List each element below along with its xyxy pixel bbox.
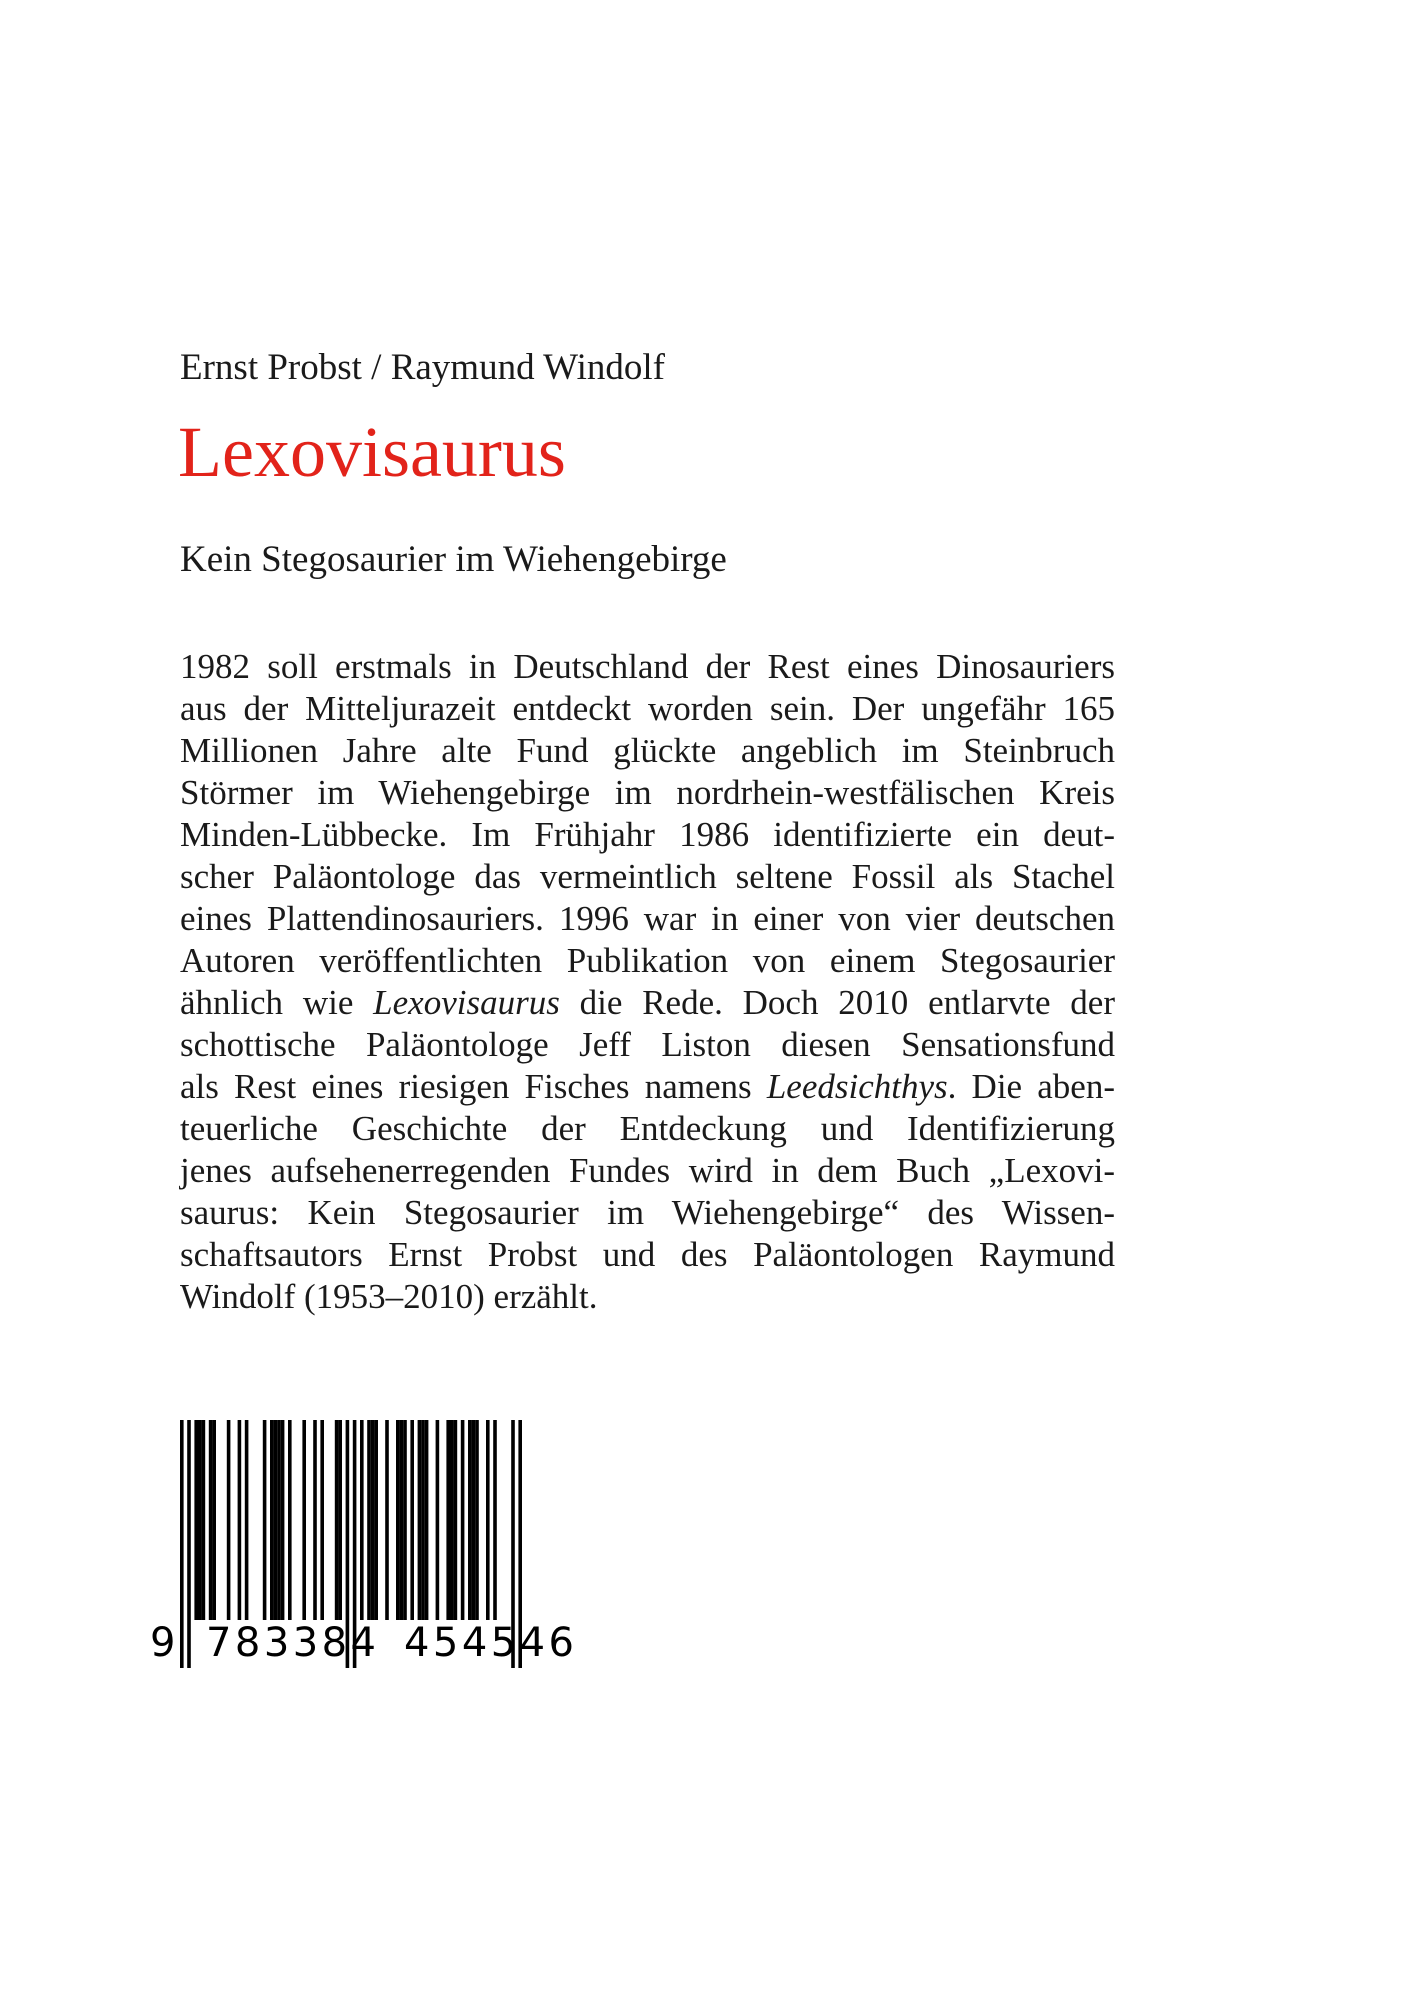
barcode-bar: [475, 1420, 479, 1620]
blurb-line: Störmer im Wiehengebirge im nordrhein-westfälischen Kreis: [180, 773, 1115, 812]
barcode-bar: [338, 1420, 342, 1620]
barcode-bar: [403, 1420, 407, 1620]
barcode-bar: [486, 1420, 490, 1620]
barcode-bar: [410, 1420, 414, 1620]
blurb-text: [180, 646, 1115, 1318]
barcode-bar: [454, 1420, 458, 1620]
barcode-bar: [281, 1420, 285, 1620]
blurb-line-part: die Rede. Doch 2010 entlarvte der: [559, 983, 1115, 1022]
barcode-bar: [313, 1420, 317, 1620]
barcode-bar: [450, 1420, 454, 1620]
italic-taxon-name: Lexovisaurus: [373, 983, 560, 1022]
barcode-guard-bar: [180, 1420, 184, 1668]
barcode-guard-bar: [187, 1420, 191, 1668]
barcode-bar: [335, 1420, 339, 1620]
barcode-digits-left: 783384: [206, 1620, 376, 1666]
barcode-bar: [209, 1420, 213, 1620]
blurb-line: jenes aufsehenerregenden Fundes wird in dem Buch „Lexovi-: [180, 1151, 1115, 1190]
blurb-line-part: . Die aben-: [947, 1067, 1115, 1106]
barcode-bar: [238, 1420, 242, 1620]
blurb-line-part: als Rest eines riesigen Fisches namens: [180, 1067, 767, 1106]
barcode-bar: [245, 1420, 249, 1620]
barcode-bar: [371, 1420, 375, 1620]
barcode-bar: [367, 1420, 371, 1620]
barcode-bar: [472, 1420, 476, 1620]
barcode-bar: [302, 1420, 306, 1620]
barcode-bar: [400, 1420, 404, 1620]
blurb-line: Millionen Jahre alte Fund glückte angeblich im Steinbruch: [180, 731, 1115, 770]
barcode-bar: [418, 1420, 422, 1620]
blurb-line: [180, 982, 1115, 1024]
isbn-barcode: [150, 1420, 640, 1670]
barcode-bar: [385, 1420, 389, 1620]
authors: Ernst Probst / Raymund Windolf: [180, 347, 665, 388]
barcode-bar: [446, 1420, 450, 1620]
barcode-bar: [360, 1420, 364, 1620]
blurb-line: teuerliche Geschichte der Entdeckung und Identifizierung: [180, 1109, 1115, 1148]
barcode-bar: [198, 1420, 202, 1620]
blurb-line: schottische Paläontologe Jeff Liston diesen Sensationsfund: [180, 1025, 1115, 1064]
barcode-bar: [493, 1420, 497, 1620]
blurb-line: saurus: Kein Stegosaurier im Wiehengebirge“ des Wissen-: [180, 1193, 1115, 1232]
barcode-bar: [320, 1420, 324, 1620]
barcode-bar: [461, 1420, 465, 1620]
barcode-bar: [270, 1420, 274, 1620]
barcode-bar: [436, 1420, 440, 1620]
barcode-bar: [274, 1420, 278, 1620]
barcode-graphic: [150, 1420, 640, 1670]
blurb-line: Minden-Lübbecke. Im Frühjahr 1986 identifizierte ein deut-: [180, 815, 1115, 854]
barcode-bar: [194, 1420, 198, 1620]
barcode-bar: [374, 1420, 378, 1620]
blurb-line: schaftsautors Ernst Probst und des Paläontologen Raymund: [180, 1235, 1115, 1274]
blurb-line: Windolf (1953–2010) erzählt.: [180, 1277, 598, 1316]
barcode-bar: [396, 1420, 400, 1620]
barcode-digits-right: 454546: [404, 1620, 574, 1666]
blurb-line: scher Paläontologe das vermeintlich seltene Fossil als Stachel: [180, 857, 1115, 896]
blurb-line: [180, 1066, 1115, 1108]
barcode-bar: [212, 1420, 216, 1620]
blurb-line: 1982 soll erstmals in Deutschland der Rest eines Dinosauriers: [180, 647, 1115, 686]
blurb-line: Autoren veröffentlichten Publikation von einem Stegosaurier: [180, 941, 1115, 980]
blurb-line: eines Plattendinosauriers. 1996 war in einer von vier deutschen: [180, 899, 1115, 938]
barcode-bar: [421, 1420, 425, 1620]
barcode-bar: [468, 1420, 472, 1620]
book-subtitle: Kein Stegosaurier im Wiehengebirge: [180, 539, 727, 580]
blurb-line: aus der Mitteljurazeit entdeckt worden sein. Der ungefähr 165: [180, 689, 1115, 728]
italic-taxon-name: Leedsichthys: [766, 1067, 948, 1106]
barcode-bar: [425, 1420, 429, 1620]
barcode-digit-first: 9: [150, 1620, 176, 1666]
barcode-bar: [288, 1420, 292, 1620]
book-title: Lexovisaurus: [178, 412, 566, 492]
barcode-bar: [277, 1420, 281, 1620]
barcode-bar: [227, 1420, 231, 1620]
barcode-bar: [202, 1420, 206, 1620]
barcode-bar: [263, 1420, 267, 1620]
blurb-line-part: ähnlich wie: [180, 983, 374, 1022]
